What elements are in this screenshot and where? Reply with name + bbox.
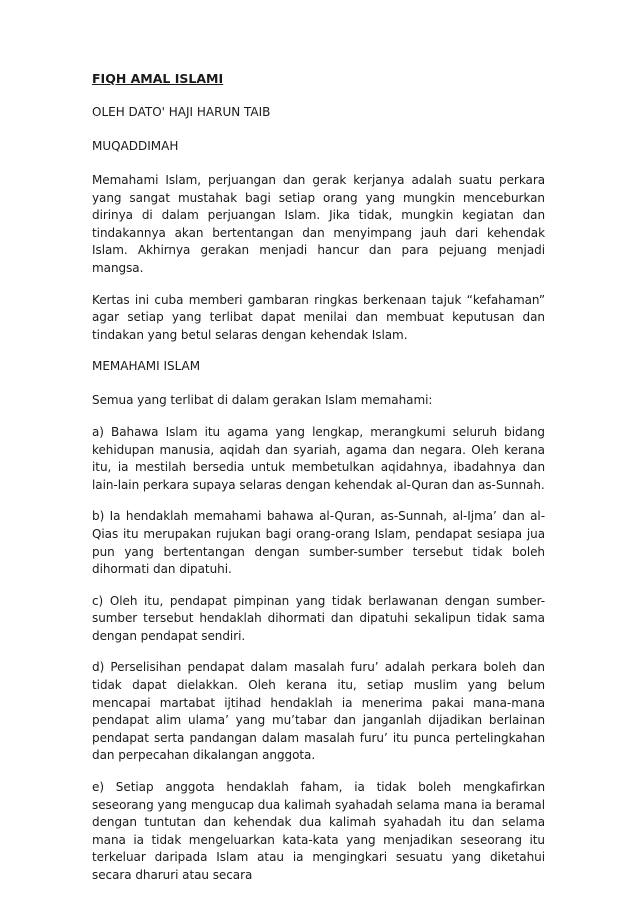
intro-paragraph-2: Kertas ini cuba memberi gambaran ringkas berkenaan tajuk “kefahaman” agar setiap yang terlibat dapat menilai dan membuat keputusan dan tindakan yang betul selaras dengan kehendak Islam. — [92, 292, 545, 342]
section-intro-paragraph: Semua yang terlibat di dalam gerakan Islam memahami: — [92, 393, 433, 408]
point-d-paragraph: d) Perselisihan pendapat dalam masalah furu’ adalah perkara boleh dan tidak dapat dielakkan. Oleh kerana itu, setiap muslim yang belum mencapai martabat ijtihad hendaklah ia menerima pakai mana-mana pendapat alim ulama’ yang mu’tabar dan janganlah dijadikan berlainan pendapat serta pandangan dalam masalah furu’ itu punca pertelingkahan dan perpecahan dikalangan anggota. — [92, 660, 545, 763]
point-a-paragraph: a) Bahawa Islam itu agama yang lengkap, merangkumi seluruh bidang kehidupan manusia, aqidah dan syariah, agama dan negara. Oleh kerana itu, ia mestilah bersedia untuk membetulkan aqidahnya, ibadahnya dan lain-lain perkara supaya selaras dengan kehendak al-Quran dan as-Sunnah. — [92, 424, 545, 492]
point-e-paragraph: e) Setiap anggota hendaklah faham, ia tidak boleh mengkafirkan seseorang yang mengucap dua kalimah syahadah selama mana ia beramal dengan tuntutan dan kehendak dua kalimah syahadah itu dan selama mana ia tidak mengeluarkan kata-kata yang menjadikan seseorang itu terkeluar daripada Islam atau ia mengingkari sesuatu yang diketahui secara dharuri atau secara — [92, 780, 545, 882]
document-page — [92, 70, 545, 899]
section-heading-muqaddimah: MUQADDIMAH — [92, 139, 179, 153]
author-line: OLEH DATO' HAJI HARUN TAIB — [92, 105, 271, 119]
document-title: FIQH AMAL ISLAMI — [92, 71, 224, 86]
intro-paragraph-1: Memahami Islam, perjuangan dan gerak kerjanya adalah suatu perkara yang sangat mustahak bagi setiap orang yang mungkin menceburkan dirinya di dalam perjuangan Islam. Jika tidak, mungkin kegiatan dan tindakannya akan bertentangan dan menyimpang jauh dari kehendak Islam. Akhirnya gerakan menjadi hancur dan para pejuang menjadi mangsa. — [92, 173, 545, 275]
point-c-paragraph: c) Oleh itu, pendapat pimpinan yang tidak berlawanan dengan sumber-sumber tersebut hendaklah dihormati dan dipatuhi sekalipun tidak sama dengan pendapat sendiri. — [92, 593, 545, 643]
point-b-paragraph: b) Ia hendaklah memahami bahawa al-Quran, as-Sunnah, al-Ijma’ dan al-Qias itu merupakan rujukan bagi orang-orang Islam, pendapat sesiapa jua pun yang bertentangan dengan sumber-sumber tersebut tidak boleh dihormati dan dipatuhi. — [92, 509, 545, 577]
section-heading-memahami-islam: MEMAHAMI ISLAM — [92, 359, 201, 374]
